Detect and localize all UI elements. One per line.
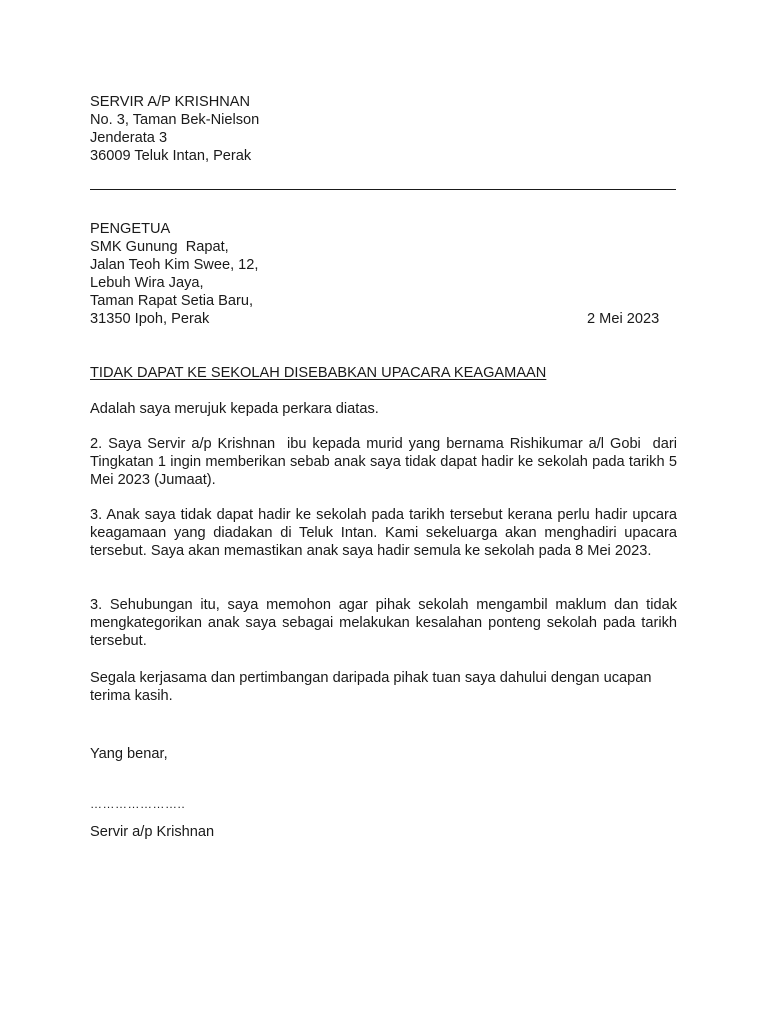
- paragraph-2: 2. Saya Servir a/p Krishnan ibu kepada murid yang bernama Rishikumar a/l Gobi dari Tingkatan 1 ingin memberikan sebab anak saya tidak dapat hadir ke sekolah pada tarikh 5 Mei 2023 (Jumaat).: [90, 436, 682, 489]
- paragraph-4: 3. Sehubungan itu, saya memohon agar pihak sekolah mengambil maklum dan tidak mengkategorikan anak saya sebagai melakukan kesalahan ponteng sekolah pada tarikh tersebut.: [90, 597, 677, 650]
- opening-line: Adalah saya merujuk kepada perkara diatas.: [90, 401, 379, 417]
- sender-address: [90, 93, 259, 165]
- letter-subject: TIDAK DAPAT KE SEKOLAH DISEBABKAN UPACARA KEAGAMAAN: [90, 365, 547, 381]
- separator-rule: [90, 189, 676, 190]
- recipient-address: [90, 220, 258, 328]
- closing-paragraph: Segala kerjasama dan pertimbangan daripada pihak tuan saya dahului dengan ucapan terima kasih.: [90, 670, 652, 705]
- signature-line: …………………..: [90, 797, 186, 811]
- recipient-title: PENGETUA: [90, 221, 171, 237]
- letter-date: 2 Mei 2023: [587, 311, 660, 327]
- recipient-line4: Taman Rapat Setia Baru,: [90, 293, 254, 309]
- signatory-name: Servir a/p Krishnan: [90, 824, 215, 840]
- salutation: Yang benar,: [90, 746, 168, 762]
- recipient-line2: Jalan Teoh Kim Swee, 12,: [90, 257, 259, 273]
- paragraph-3: 3. Anak saya tidak dapat hadir ke sekolah pada tarikh tersebut kerana perlu hadir upcara keagamaan yang diadakan di Teluk Intan. Kami sekeluarga akan menghadiri upacara tersebut. Saya akan memastikan anak saya hadir semula ke sekolah pada 8 Mei 2023.: [90, 507, 677, 560]
- sender-address-line3: 36009 Teluk Intan, Perak: [90, 148, 252, 164]
- sender-name: SERVIR A/P KRISHNAN: [90, 94, 251, 110]
- sender-address-line2: Jenderata 3: [90, 130, 168, 146]
- recipient-line3: Lebuh Wira Jaya,: [90, 275, 204, 291]
- recipient-line5: 31350 Ipoh, Perak: [90, 311, 210, 327]
- recipient-line1: SMK Gunung Rapat,: [90, 239, 229, 255]
- sender-address-line1: No. 3, Taman Bek-Nielson: [90, 112, 260, 128]
